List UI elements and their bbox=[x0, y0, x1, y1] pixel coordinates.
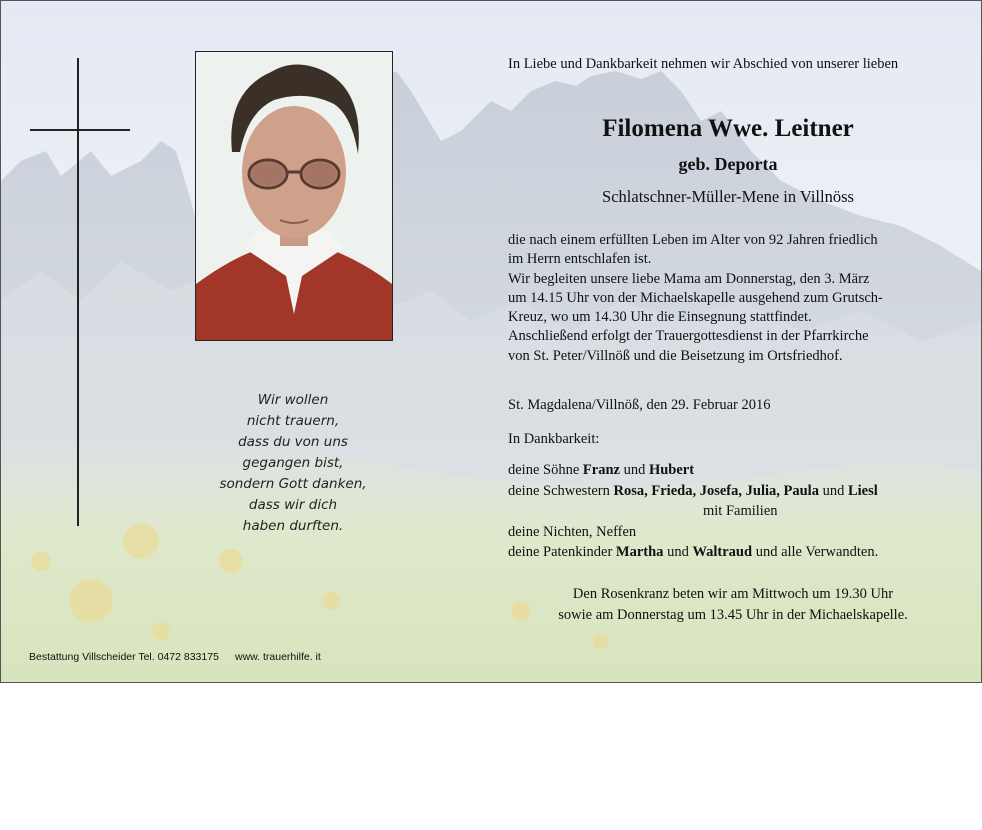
house-name: Schlatschner-Müller-Mene in Villnöss bbox=[602, 187, 854, 206]
poem-line: haben durften. bbox=[242, 518, 344, 534]
text-line: um 14.15 Uhr von der Michaelskapelle ausgehend zum Grutsch- bbox=[508, 289, 883, 306]
mourner-name: Franz bbox=[582, 462, 620, 478]
mourner-name: Liesl bbox=[847, 482, 878, 499]
rosary-line: sowie am Donnerstag um 13.45 Uhr in der Michaelskapelle. bbox=[558, 607, 908, 623]
text-line: Wir begleiten unsere liebe Mama am Donnerstag, den 3. März bbox=[508, 270, 870, 287]
intro-text: In Liebe und Dankbarkeit nehmen wir Abschied von unserer lieben bbox=[508, 56, 899, 72]
text-line: Kreuz, wo um 14.30 Uhr die Einsegnung stattfindet. bbox=[508, 309, 812, 326]
mourners-godchildren: deine Patenkinder Martha und Waltraud und alle Verwandten. bbox=[508, 544, 879, 560]
mourner-name: Josefa bbox=[699, 482, 739, 499]
mourner-name: Hubert bbox=[648, 462, 695, 478]
mourners-sons: deine Söhne Franz und Hubert bbox=[508, 462, 695, 478]
mourners-families: mit Familien bbox=[703, 503, 778, 519]
place-date: St. Magdalena/Villnöß, den 29. Februar 2016 bbox=[508, 397, 771, 413]
mourner-name: Julia bbox=[745, 482, 777, 499]
announcement-text bbox=[508, 231, 958, 366]
deceased-name: Filomena Wwe. Leitner bbox=[602, 115, 854, 142]
text-line: die nach einem erfüllten Leben im Alter von 92 Jahren friedlich bbox=[508, 232, 878, 248]
poem-line: nicht trauern, bbox=[246, 413, 340, 429]
mourner-name: Martha bbox=[615, 544, 664, 560]
text-line: Anschließend erfolgt der Trauergottesdienst in der Pfarrkirche bbox=[508, 328, 869, 345]
poem-line: dass wir dich bbox=[248, 497, 338, 513]
poem-line: sondern Gott danken, bbox=[219, 476, 367, 492]
poem bbox=[197, 390, 389, 537]
cross-icon-bar bbox=[30, 129, 130, 131]
mourners-list bbox=[508, 460, 958, 563]
text-line: von St. Peter/Villnöß und die Beisetzung im Ortsfriedhof. bbox=[508, 347, 843, 364]
website-link[interactable]: www. trauerhilfe. it bbox=[235, 651, 321, 663]
text-line: im Herrn entschlafen ist. bbox=[508, 251, 652, 268]
rosary-line: Den Rosenkranz beten wir am Mittwoch um 19.30 Uhr bbox=[572, 586, 894, 602]
mourners-sisters: deine Schwestern Rosa, Frieda, Josefa, Julia, Paula und Liesl bbox=[508, 482, 878, 499]
portrait-photo bbox=[195, 51, 393, 341]
rosary-notice bbox=[508, 584, 958, 626]
mourners-nieces: deine Nichten, Neffen bbox=[508, 523, 637, 540]
mourner-name: Paula bbox=[783, 482, 819, 499]
undertaker-info: Bestattung Villscheider Tel. 0472 833175 bbox=[29, 651, 219, 663]
poem-line: dass du von uns bbox=[238, 434, 348, 450]
mourner-name: Rosa bbox=[613, 482, 645, 499]
mourner-name: Frieda bbox=[651, 482, 693, 499]
thanks-heading: In Dankbarkeit: bbox=[508, 431, 600, 447]
mourner-name: Waltraud bbox=[692, 544, 753, 560]
birth-name: geb. Deporta bbox=[678, 154, 778, 174]
poem-line: gegangen bist, bbox=[242, 455, 344, 471]
poem-line: Wir wollen bbox=[257, 392, 329, 408]
